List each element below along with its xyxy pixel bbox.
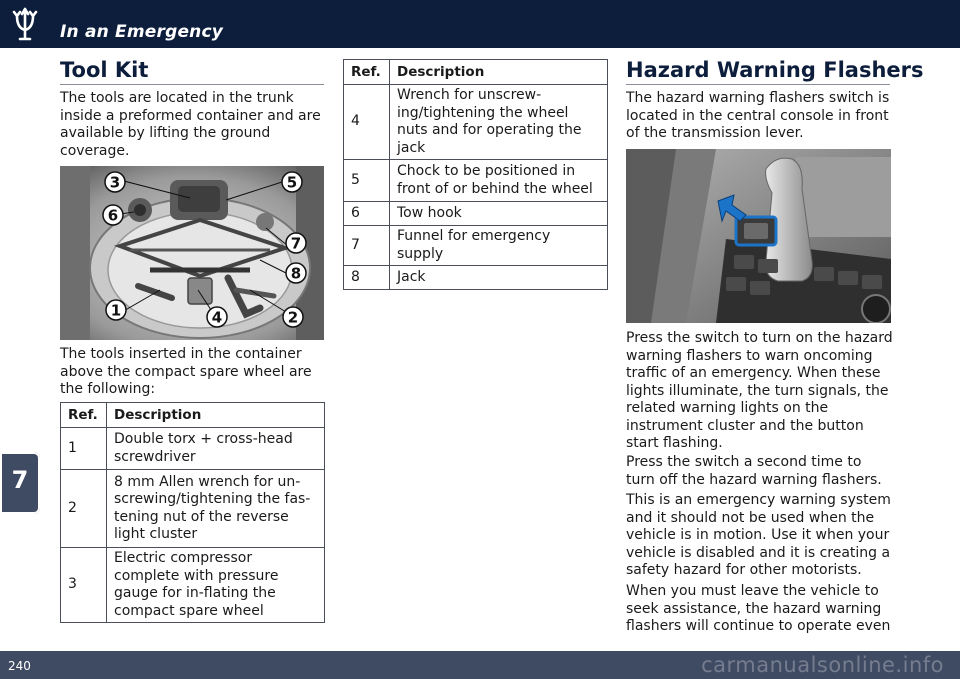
column-header-ref: Ref. <box>344 60 390 85</box>
heading-rule <box>60 84 324 85</box>
page-header <box>0 0 960 48</box>
table-header-row <box>61 403 325 428</box>
row-description: Chock to be positioned in front of or behind the wheel <box>390 160 608 202</box>
table-row <box>344 226 608 266</box>
hazard-switch-photo <box>626 149 891 323</box>
svg-text:3: 3 <box>109 173 121 192</box>
row-description: Tow hook <box>390 202 608 226</box>
svg-text:6: 6 <box>107 206 119 225</box>
svg-text:2: 2 <box>287 308 299 327</box>
row-description: Double torx + cross-head screwdriver <box>107 428 325 470</box>
callout-1 <box>106 300 126 320</box>
table-row <box>344 202 608 226</box>
row-ref: 4 <box>344 85 390 160</box>
tool-kit-intro: The tools are located in the trunk inside a preformed container and are available by lifting the ground coverage. <box>60 90 321 159</box>
column-header-ref: Ref. <box>61 403 107 428</box>
callout-8 <box>286 263 306 283</box>
chapter-tab[interactable] <box>0 452 40 514</box>
table-row <box>344 266 608 290</box>
table-row <box>344 85 608 160</box>
table-row <box>344 160 608 202</box>
svg-text:5: 5 <box>286 173 298 192</box>
row-ref: 5 <box>344 160 390 202</box>
row-description: Electric compressor complete with pressure gauge for in-flating the compact spare wheel <box>107 548 325 623</box>
row-ref: 6 <box>344 202 390 226</box>
tool-kit-table-intro: The tools inserted in the container above the compact spare wheel are the following: <box>60 346 312 397</box>
row-ref: 2 <box>61 470 107 548</box>
section-title: In an Emergency <box>60 22 224 42</box>
watermark: carmanualsonline.info <box>701 653 944 677</box>
hazard-paragraph-1: Press the switch to turn on the hazard warning flashers to warn oncoming traffic of an emergency. When these lights illuminate, the turn signals, the related warning lights on the instrument cluster and the button start flashing. <box>626 330 893 451</box>
table-row <box>61 470 325 548</box>
tool-kit-table-continued <box>343 59 608 290</box>
hazard-intro: The hazard warning flashers switch is located in the central console in front of the transmission lever. <box>626 90 890 141</box>
row-description: Wrench for unscrew-ing/tightening the wheel nuts and for operating the jack <box>390 85 608 160</box>
hazard-heading: Hazard Warning Flashers <box>626 58 924 82</box>
callout-2 <box>283 307 303 327</box>
column-header-description: Description <box>390 60 608 85</box>
callout-6 <box>103 205 123 225</box>
table-row <box>61 428 325 470</box>
page-number: 240 <box>8 659 31 673</box>
row-ref: 8 <box>344 266 390 290</box>
hazard-paragraph-2: Press the switch a second time to turn off the hazard warning flashers. <box>626 454 882 488</box>
heading-rule <box>626 84 890 85</box>
tool-kit-photo <box>60 166 324 340</box>
tool-kit-table <box>60 402 325 623</box>
callout-7 <box>286 233 306 253</box>
hazard-paragraph-3: This is an emergency warning system and it should not be used when the vehicle is in motion. Use it when your vehicle is disabled and it is creating a safety hazard for other motorists. <box>626 492 891 578</box>
hazard-paragraph-4: When you must leave the vehicle to seek assistance, the hazard warning flashers will continue to operate even <box>626 583 891 634</box>
svg-text:8: 8 <box>290 264 302 283</box>
callout-5 <box>282 172 302 192</box>
tool-kit-heading: Tool Kit <box>60 58 149 82</box>
svg-text:4: 4 <box>211 308 223 327</box>
row-ref: 1 <box>61 428 107 470</box>
trident-logo-icon <box>8 6 42 42</box>
table-header-row <box>344 60 608 85</box>
row-ref: 3 <box>61 548 107 623</box>
svg-text:1: 1 <box>110 301 122 320</box>
column-header-description: Description <box>107 403 325 428</box>
table-row <box>61 548 325 623</box>
callout-4 <box>207 307 227 327</box>
page-footer <box>0 651 960 679</box>
svg-text:7: 7 <box>290 234 302 253</box>
callout-3 <box>105 172 125 192</box>
row-description: 8 mm Allen wrench for un-screwing/tightening the fas-tening nut of the reverse light cluster <box>107 470 325 548</box>
chapter-number: 7 <box>11 466 29 494</box>
row-description: Funnel for emergency supply <box>390 226 608 266</box>
row-ref: 7 <box>344 226 390 266</box>
row-description: Jack <box>390 266 608 290</box>
